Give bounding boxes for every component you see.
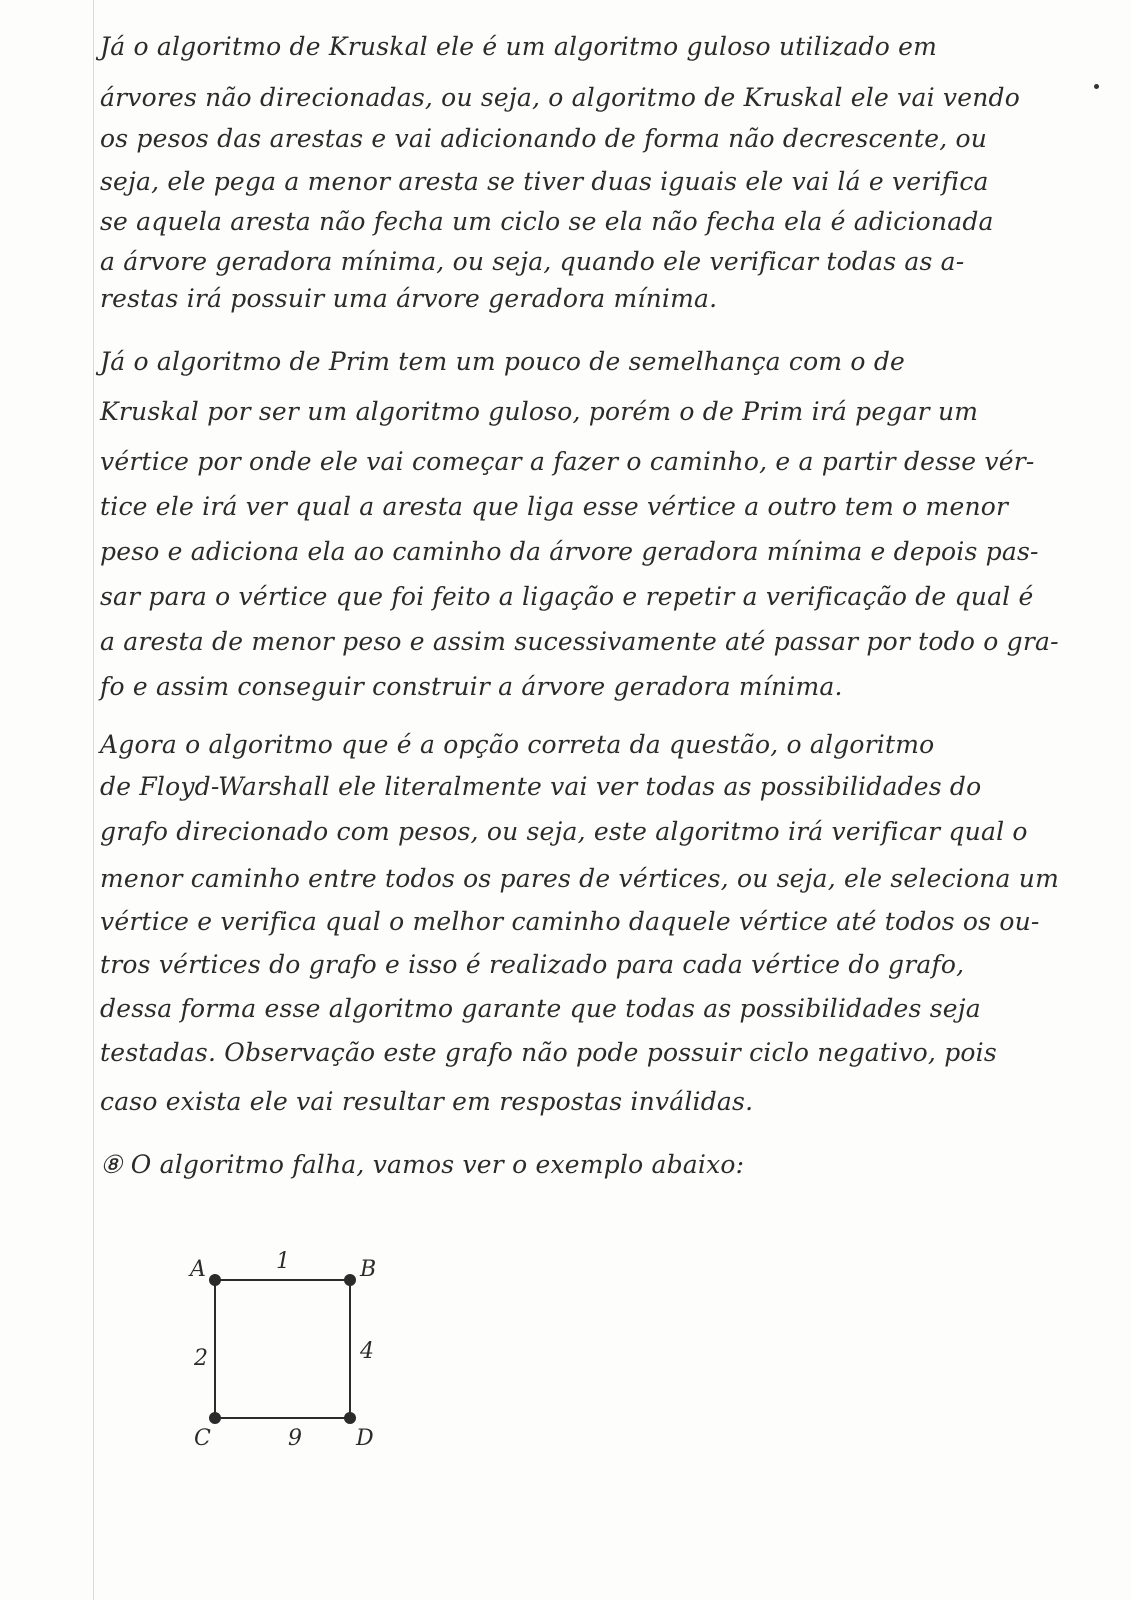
text-line: testadas. Observação este grafo não pode possuir ciclo negativo, pois [100, 1038, 997, 1067]
text-line: peso e adiciona ela ao caminho da árvore geradora mínima e depois pas- [100, 537, 1039, 566]
ink-dot [1094, 84, 1099, 89]
vertex-label-b: B [360, 1257, 377, 1282]
text-line: seja, ele pega a menor aresta se tiver duas iguais ele vai lá e verifica [100, 167, 989, 196]
text-line: menor caminho entre todos os pares de vértices, ou seja, ele seleciona um [100, 864, 1059, 893]
text-line: os pesos das arestas e vai adicionando de forma não decrescente, ou [100, 124, 988, 153]
text-line: caso exista ele vai resultar em respostas inválidas. [100, 1087, 754, 1116]
vertex-a [209, 1274, 221, 1286]
text-line: a árvore geradora mínima, ou seja, quando ele verificar todas as a- [100, 247, 965, 276]
text-line: vértice e verifica qual o melhor caminho daquele vértice até todos os ou- [100, 907, 1040, 936]
edge-weight-b-d: 4 [360, 1339, 374, 1364]
text-line: a aresta de menor peso e assim sucessivamente até passar por todo o gra- [100, 627, 1059, 656]
text-line: Já o algoritmo de Kruskal ele é um algoritmo guloso utilizado em [100, 32, 937, 61]
text-line: árvores não direcionadas, ou seja, o algoritmo de Kruskal ele vai vendo [100, 83, 1020, 112]
text-line: vértice por onde ele vai começar a fazer o caminho, e a partir desse vér- [100, 447, 1035, 476]
text-line: Kruskal por ser um algoritmo guloso, porém o de Prim irá pegar um [100, 397, 979, 426]
text-line: de Floyd-Warshall ele literalmente vai ver todas as possibilidades do [100, 772, 982, 801]
text-line: tros vértices do grafo e isso é realizado para cada vértice do grafo, [100, 950, 965, 979]
graph-svg [180, 1240, 400, 1460]
edge-weight-a-b: 1 [276, 1249, 290, 1274]
edge-weight-a-c: 2 [194, 1346, 208, 1371]
edge-weight-c-d: 9 [288, 1426, 302, 1451]
question-8-text: ⑧ O algoritmo falha, vamos ver o exemplo abaixo: [100, 1150, 745, 1179]
text-line: tice ele irá ver qual a aresta que liga esse vértice a outro tem o menor [100, 492, 1009, 521]
text-line: restas irá possuir uma árvore geradora mínima. [100, 284, 718, 313]
vertex-c [209, 1412, 221, 1424]
vertex-label-c: C [194, 1426, 211, 1451]
text-line: fo e assim conseguir construir a árvore geradora mínima. [100, 672, 843, 701]
vertex-d [344, 1412, 356, 1424]
text-line: se aquela aresta não fecha um ciclo se ela não fecha ela é adicionada [100, 207, 994, 236]
text-line: sar para o vértice que foi feito a ligação e repetir a verificação de qual é [100, 582, 1034, 611]
graph-diagram [180, 1240, 400, 1464]
vertex-label-a: A [190, 1257, 206, 1282]
vertex-b [344, 1274, 356, 1286]
page-margin-line [93, 0, 94, 1600]
text-line: dessa forma esse algoritmo garante que todas as possibilidades seja [100, 994, 981, 1023]
vertex-label-d: D [356, 1426, 374, 1451]
text-line: Já o algoritmo de Prim tem um pouco de semelhança com o de [100, 347, 906, 376]
text-line: Agora o algoritmo que é a opção correta da questão, o algoritmo [100, 730, 935, 759]
text-line: grafo direcionado com pesos, ou seja, este algoritmo irá verificar qual o [100, 817, 1028, 846]
